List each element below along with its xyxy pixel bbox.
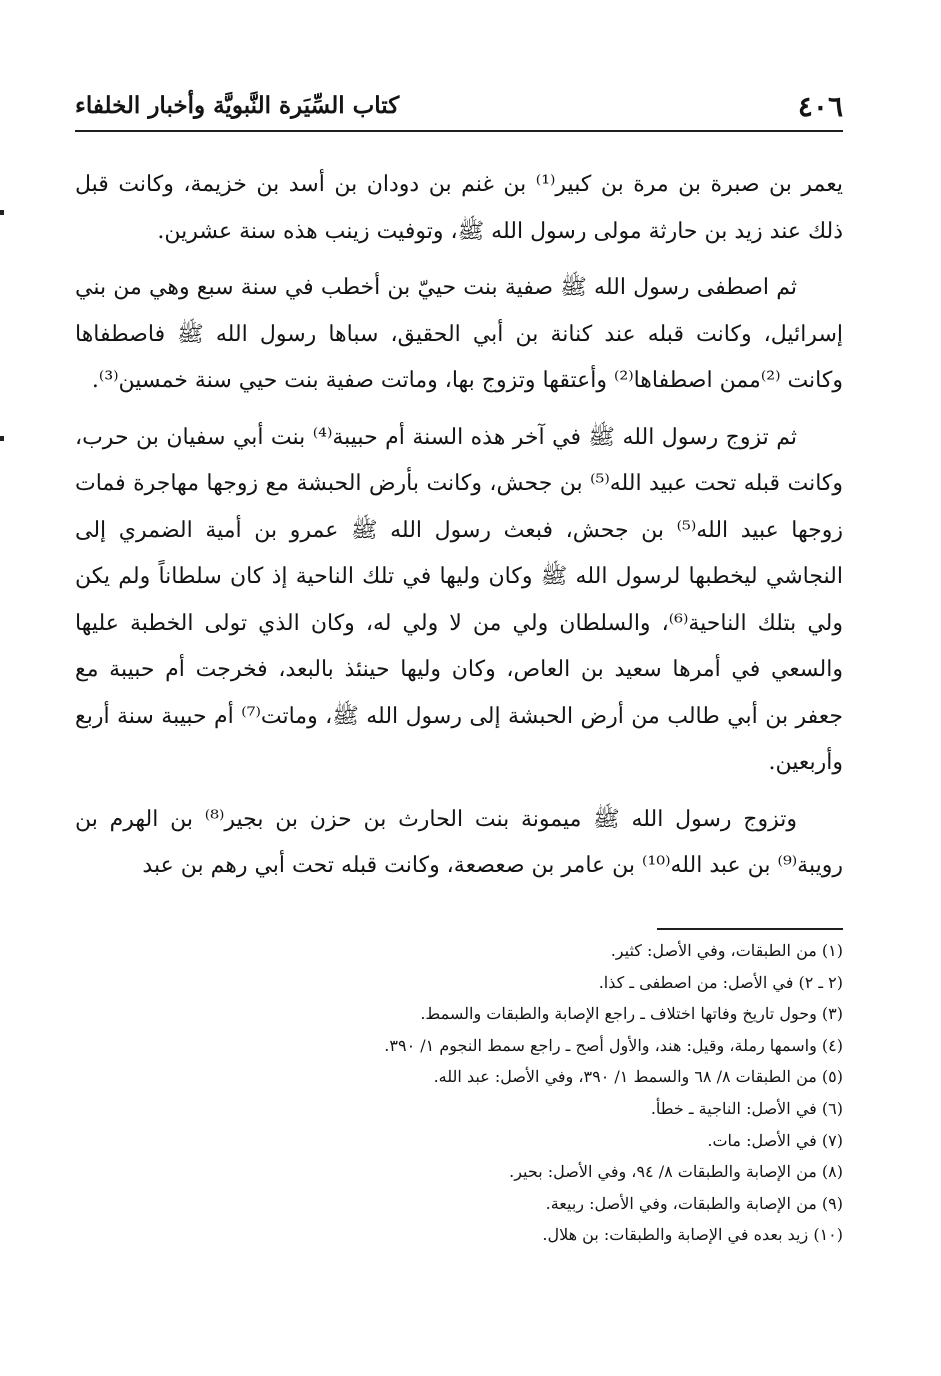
paragraph-2: ثم اصطفى رسول الله ﷺ صفية بنت حييّ بن أخطب في سنة سبع وهي من بني إسرائيل، وكانت قبله عند كنانة بن أبي الحقيق، سباها رسول الله ﷺ فاصطفاها وكانت ⁽²⁾ممن اصطفاها⁽²⁾ وأعتقها وتزوج بها، وماتت صفية بنت حيي سنة خمسين⁽³⁾. bbox=[75, 275, 843, 393]
page-number: ٤٠٦ bbox=[797, 90, 843, 123]
footnote-2: (٢ ـ ٢) في الأصل: من اصطفى ـ كذا. bbox=[598, 972, 843, 992]
scan-edge-mark bbox=[0, 210, 4, 215]
footnote-divider bbox=[657, 928, 843, 930]
running-title: كتاب السِّيَرة النَّبويَّة وأخبار الخلفاء bbox=[75, 92, 400, 119]
footnotes bbox=[143, 935, 843, 1251]
footnote-8: (٨) من الإصابة والطبقات ٨/ ٩٤، وفي الأصل: بحير. bbox=[509, 1162, 843, 1182]
main-text bbox=[75, 162, 843, 900]
footnote-5: (٥) من الطبقات ٨/ ٦٨ والسمط ١/ ٣٩٠، وفي الأصل: عبد الله. bbox=[433, 1067, 843, 1087]
footnote-9: (٩) من الإصابة والطبقات، وفي الأصل: ربيعة. bbox=[545, 1193, 843, 1213]
footnote-6: (٦) في الأصل: الناجية ـ خطأ. bbox=[650, 1098, 843, 1118]
paragraph-4: وتزوج رسول الله ﷺ ميمونة بنت الحارث بن حزن بن بجير⁽⁸⁾ بن الهرم بن رويبة⁽⁹⁾ بن عبد الله⁽¹⁰⁾ بن عامر بن صعصعة، وكانت قبله تحت أبي رهم بن عبد bbox=[75, 806, 843, 878]
footnote-3: (٣) وحول تاريخ وفاتها اختلاف ـ راجع الإصابة والطبقات والسمط. bbox=[420, 1004, 843, 1024]
scan-edge-mark bbox=[0, 436, 4, 441]
page-header bbox=[75, 90, 843, 130]
header-divider bbox=[75, 130, 843, 132]
footnote-10: (١٠) زيد بعده في الإصابة والطبقات: بن هلال. bbox=[542, 1225, 843, 1245]
footnote-1: (١) من الطبقات، وفي الأصل: كثير. bbox=[610, 941, 843, 960]
paragraph-1: يعمر بن صبرة بن مرة بن كبير⁽¹⁾ بن غنم بن دودان بن أسد بن خزيمة، وكانت قبل ذلك عند زيد بن حارثة مولى رسول الله ﷺ، وتوفيت زينب هذه سنة عشرين. bbox=[75, 172, 844, 244]
footnote-4: (٤) واسمها رملة، وقيل: هند، والأول أصح ـ راجع سمط النجوم ١/ ٣٩٠. bbox=[384, 1035, 843, 1055]
footnote-7: (٧) في الأصل: مات. bbox=[707, 1130, 843, 1150]
paragraph-3: ثم تزوج رسول الله ﷺ في آخر هذه السنة أم حبيبة⁽⁴⁾ بنت أبي سفيان بن حرب، وكانت قبله تحت عبيد الله⁽⁵⁾ بن جحش، وكانت بأرض الحبشة مع زوجها مهاجرة فمات زوجها عبيد الله⁽⁵⁾ بن جحش، فبعث رسول الله ﷺ عمرو بن أمية الضمري إلى النجاشي ليخطبها لرسول الله ﷺ وكان وليها في تلك الناحية إذ كان سلطاناً ولم يكن ولي بتلك الناحية⁽⁶⁾، والسلطان ولي من لا ولي له، وكان الذي تولى الخطبة عليها والسعي في أمرها سعيد بن العاص، وكان وليها حينئذ بالبعد، فخرجت أم حبيبة مع جعفر بن أبي طالب من أرض الحبشة إلى رسول الله ﷺ، وماتت⁽⁷⁾ أم حبيبة سنة أربع وأربعين. bbox=[75, 424, 844, 775]
